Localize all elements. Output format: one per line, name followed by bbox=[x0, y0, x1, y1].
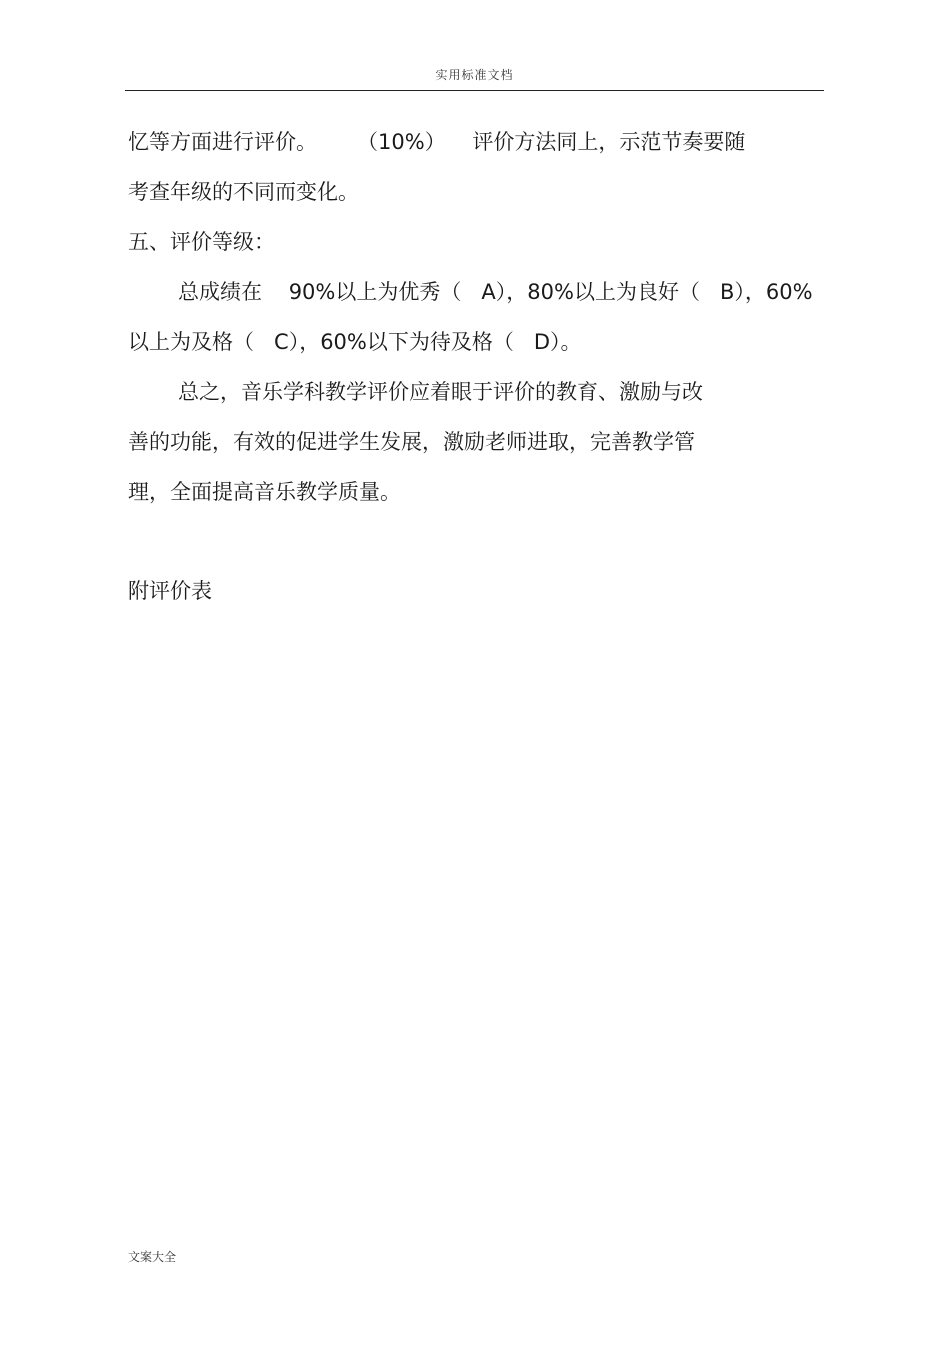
paragraph-line: 总之，音乐学科教学评价应着眼于评价的教育、激励与改 bbox=[178, 380, 703, 404]
page-footer: 文案大全 bbox=[128, 1250, 177, 1264]
appendix-label: 附评价表 bbox=[128, 579, 212, 603]
section-heading: 五、评价等级： bbox=[128, 230, 275, 254]
paragraph-line: 忆等方面进行评价。 （10%） 评价方法同上，示范节奏要随 bbox=[128, 130, 746, 154]
header-divider bbox=[125, 90, 824, 91]
paragraph-line: 善的功能，有效的促进学生发展，激励老师进取，完善教学管 bbox=[128, 430, 695, 454]
paragraph-line: 考查年级的不同而变化。 bbox=[128, 180, 359, 204]
paragraph-line: 以上为及格（ C），60%以下为待及格（ D）。 bbox=[128, 330, 582, 354]
paragraph-line: 理，全面提高音乐教学质量。 bbox=[128, 480, 401, 504]
page-header: 实用标准文档 bbox=[435, 68, 514, 82]
paragraph-line: 总成绩在 90%以上为优秀（ A），80%以上为良好（ B），60% bbox=[178, 280, 813, 304]
